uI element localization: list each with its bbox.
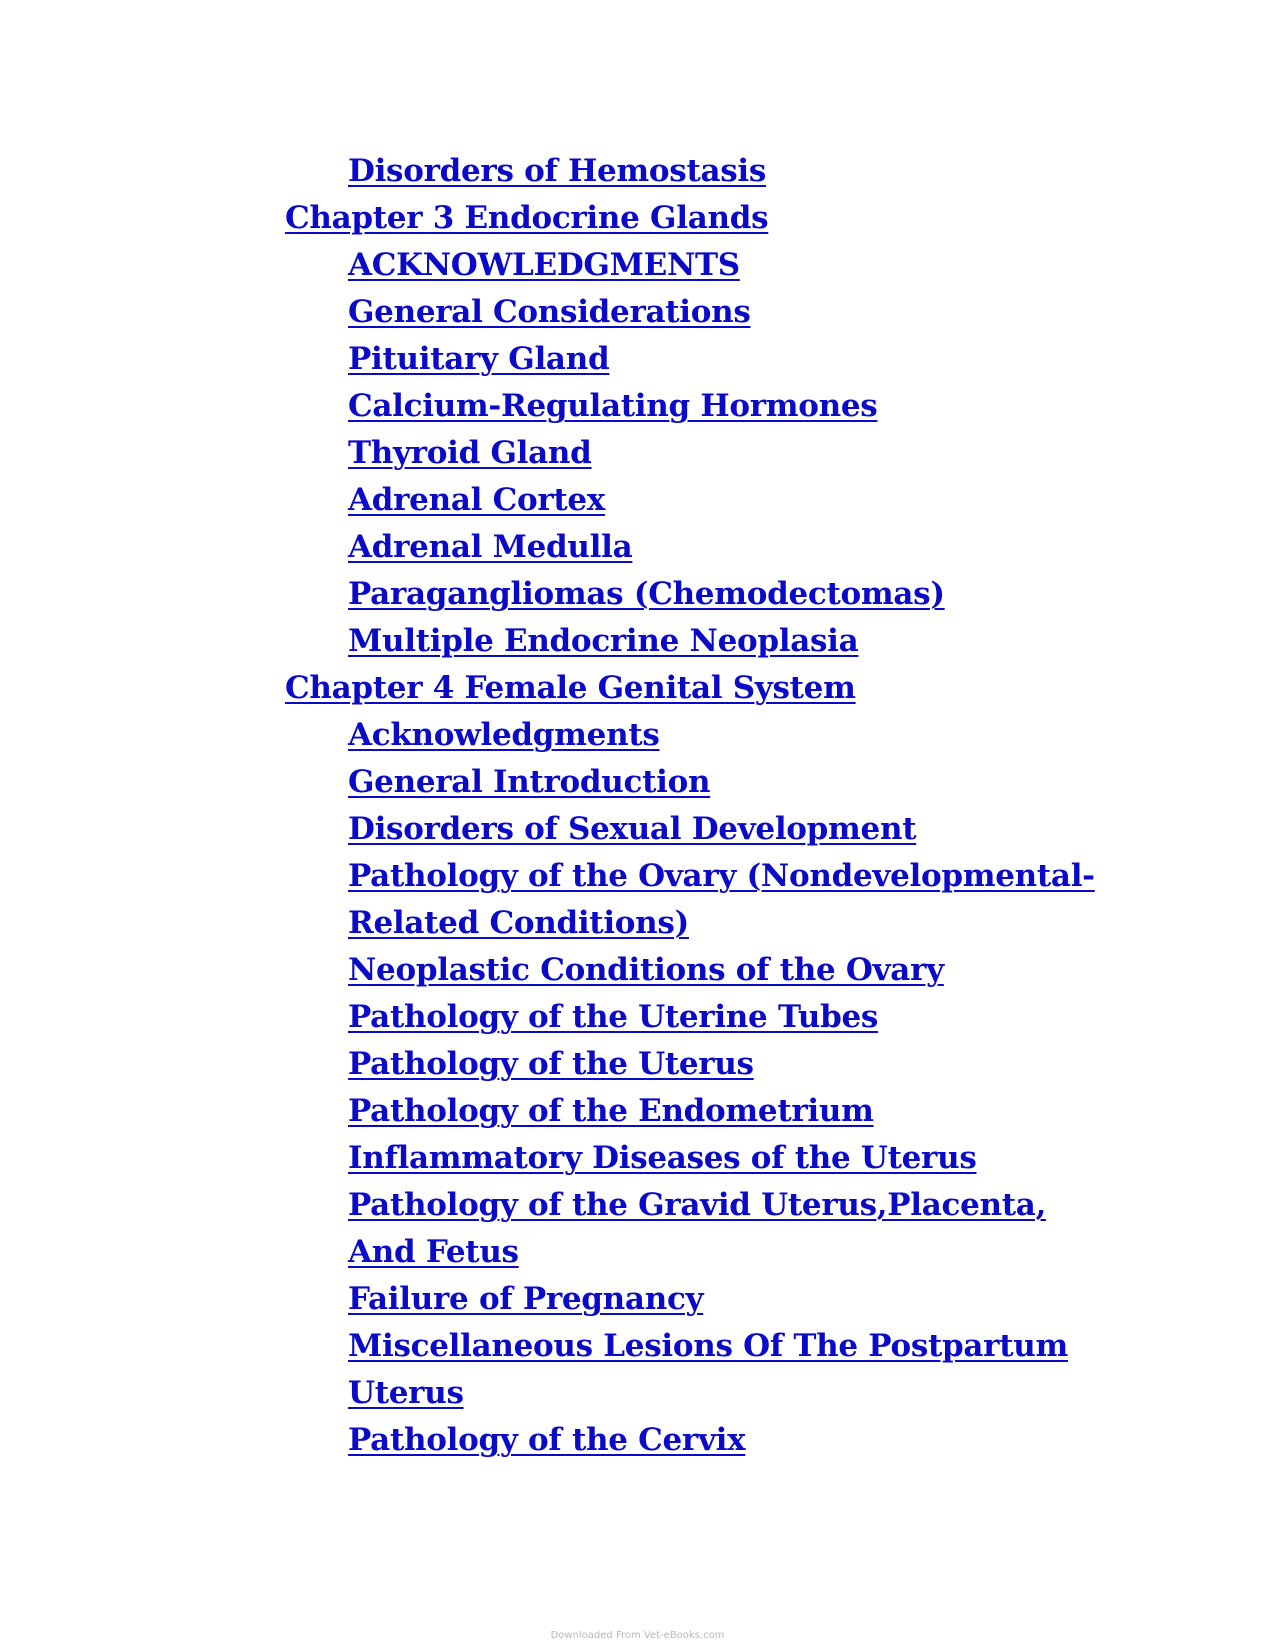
toc-section-entry bbox=[348, 1323, 1275, 1417]
toc-section-entry bbox=[348, 1417, 1275, 1464]
toc-section-entry bbox=[348, 759, 1275, 806]
toc-section-link[interactable]: Calcium-Regulating Hormones bbox=[348, 388, 878, 424]
toc-section-entry bbox=[348, 383, 1275, 430]
toc-section-entry bbox=[348, 853, 1275, 947]
toc-section-link[interactable]: Failure of Pregnancy bbox=[348, 1281, 704, 1317]
toc-section-link[interactable]: ACKNOWLEDGMENTS bbox=[348, 247, 740, 283]
download-source-footer: Downloaded From Vet-eBooks.com bbox=[550, 1630, 725, 1641]
toc-section-link[interactable]: Multiple Endocrine Neoplasia bbox=[348, 623, 859, 659]
toc-section-link[interactable]: Pituitary Gland bbox=[348, 341, 610, 377]
toc-section-entry bbox=[348, 289, 1275, 336]
toc-section-link[interactable]: Paragangliomas (Chemodectomas) bbox=[348, 576, 945, 612]
toc-section-link[interactable]: Disorders of Hemostasis bbox=[348, 153, 767, 189]
toc-section-link[interactable]: Thyroid Gland bbox=[348, 435, 592, 471]
toc-section-entry bbox=[348, 947, 1275, 994]
toc-section-link[interactable]: Pathology of the Ovary (Nondevelopmental-Related Conditions) bbox=[348, 858, 1095, 941]
toc-section-link[interactable]: General Introduction bbox=[348, 764, 711, 800]
toc-section-link[interactable]: Adrenal Cortex bbox=[348, 482, 605, 518]
toc-section-link[interactable]: Pathology of the Cervix bbox=[348, 1422, 746, 1458]
toc-section-entry bbox=[348, 1135, 1275, 1182]
toc-section-link[interactable]: Adrenal Medulla bbox=[348, 529, 633, 565]
toc-section-link[interactable]: Pathology of the Endometrium bbox=[348, 1093, 874, 1129]
table-of-contents bbox=[0, 148, 1275, 1464]
toc-section-link[interactable]: Pathology of the Uterine Tubes bbox=[348, 999, 879, 1035]
toc-section-entry bbox=[348, 1041, 1275, 1088]
toc-section-link[interactable]: Disorders of Sexual Development bbox=[348, 811, 917, 847]
toc-section-link[interactable]: Neoplastic Conditions of the Ovary bbox=[348, 952, 944, 988]
toc-section-link[interactable]: Acknowledgments bbox=[348, 717, 660, 753]
toc-section-entry bbox=[348, 1276, 1275, 1323]
toc-chapter-entry bbox=[285, 665, 1275, 712]
toc-section-link[interactable]: Miscellaneous Lesions Of The Postpartum Uterus bbox=[348, 1328, 1068, 1411]
toc-section-entry bbox=[348, 524, 1275, 571]
toc-chapter-link[interactable]: Chapter 3 Endocrine Glands bbox=[285, 200, 769, 236]
toc-section-entry bbox=[348, 1088, 1275, 1135]
toc-section-entry bbox=[348, 994, 1275, 1041]
toc-chapter-link[interactable]: Chapter 4 Female Genital System bbox=[285, 670, 856, 706]
toc-section-link[interactable]: Inflammatory Diseases of the Uterus bbox=[348, 1140, 977, 1176]
toc-section-link[interactable]: Pathology of the Gravid Uterus,Placenta, And Fetus bbox=[348, 1187, 1047, 1270]
toc-chapter-entry bbox=[285, 195, 1275, 242]
toc-section-entry bbox=[348, 477, 1275, 524]
toc-section-entry bbox=[348, 712, 1275, 759]
toc-section-entry bbox=[348, 1182, 1275, 1276]
toc-section-entry bbox=[348, 618, 1275, 665]
toc-section-entry bbox=[348, 336, 1275, 383]
toc-section-entry bbox=[348, 430, 1275, 477]
toc-section-entry bbox=[348, 806, 1275, 853]
toc-section-entry bbox=[348, 571, 1275, 618]
toc-section-entry bbox=[348, 148, 1275, 195]
toc-section-link[interactable]: Pathology of the Uterus bbox=[348, 1046, 754, 1082]
toc-section-link[interactable]: General Considerations bbox=[348, 294, 751, 330]
toc-section-entry bbox=[348, 242, 1275, 289]
